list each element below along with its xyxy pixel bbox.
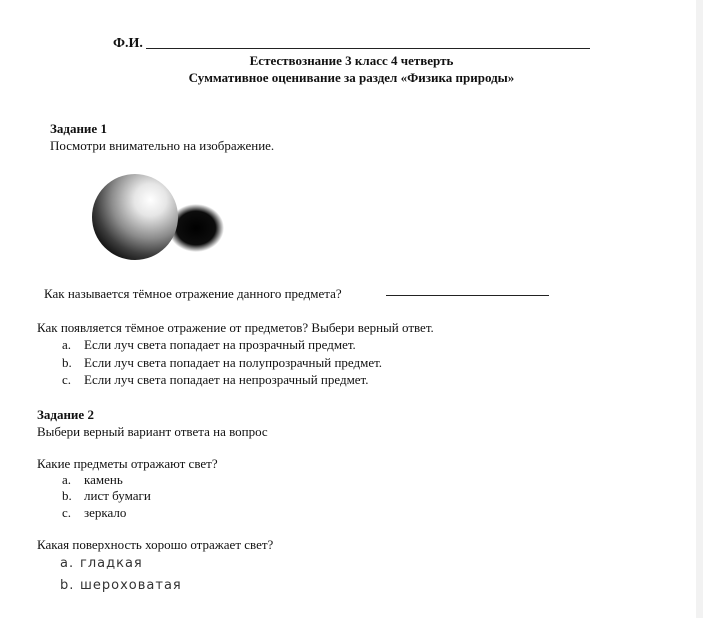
task2-option-c: [62, 505, 126, 521]
option-text: зеркало: [84, 505, 127, 520]
task1-option-b: [62, 355, 382, 371]
task2-q2-option-b: [60, 578, 182, 593]
task1-question2: Как появляется тёмное отражение от предметов? Выбери верный ответ.: [37, 320, 434, 335]
option-letter: a.: [62, 472, 72, 487]
option-text: шероховатая: [80, 578, 182, 593]
task1-title: Задание 1: [50, 121, 107, 136]
option-letter: c.: [62, 372, 72, 387]
task1-option-c: [62, 372, 369, 388]
option-text: Если луч света попадает на прозрачный предмет.: [84, 337, 356, 352]
task2-question2: Какая поверхность хорошо отражает свет?: [37, 537, 274, 552]
name-underline: [146, 48, 590, 49]
option-text: Если луч света попадает на непрозрачный предмет.: [84, 372, 369, 387]
document-subject: Естествознание 3 класс 4 четверть: [249, 53, 454, 68]
task2-option-a: [62, 472, 123, 488]
task2-option-b: [62, 488, 151, 504]
option-letter: b.: [62, 355, 72, 370]
task2-question1: Какие предметы отражают свет?: [37, 456, 218, 471]
sphere-ball: [92, 174, 178, 260]
option-letter: b.: [60, 578, 75, 593]
option-text: гладкая: [80, 556, 143, 571]
option-letter: a.: [62, 337, 72, 352]
task2-instruction: Выбери верный вариант ответа на вопрос: [37, 424, 268, 439]
page-edge: [696, 0, 703, 618]
name-label: Ф.И.: [113, 36, 143, 51]
option-text: лист бумаги: [84, 488, 151, 503]
option-text: Если луч света попадает на полупрозрачный предмет.: [84, 355, 383, 370]
task2-q2-option-a: [60, 556, 143, 571]
task2-title: Задание 2: [37, 407, 94, 422]
task1-option-a: [62, 337, 356, 353]
sphere-image: [86, 170, 236, 270]
option-letter: b.: [62, 488, 72, 503]
document-title: Суммативное оценивание за раздел «Физика природы»: [188, 70, 515, 85]
task1-instruction: Посмотри внимательно на изображение.: [50, 138, 275, 153]
option-text: камень: [84, 472, 123, 487]
task1-question1: Как называется тёмное отражение данного предмета?: [44, 286, 342, 301]
answer-line: [386, 295, 549, 296]
option-letter: c.: [62, 505, 72, 520]
option-letter: a.: [60, 556, 75, 571]
